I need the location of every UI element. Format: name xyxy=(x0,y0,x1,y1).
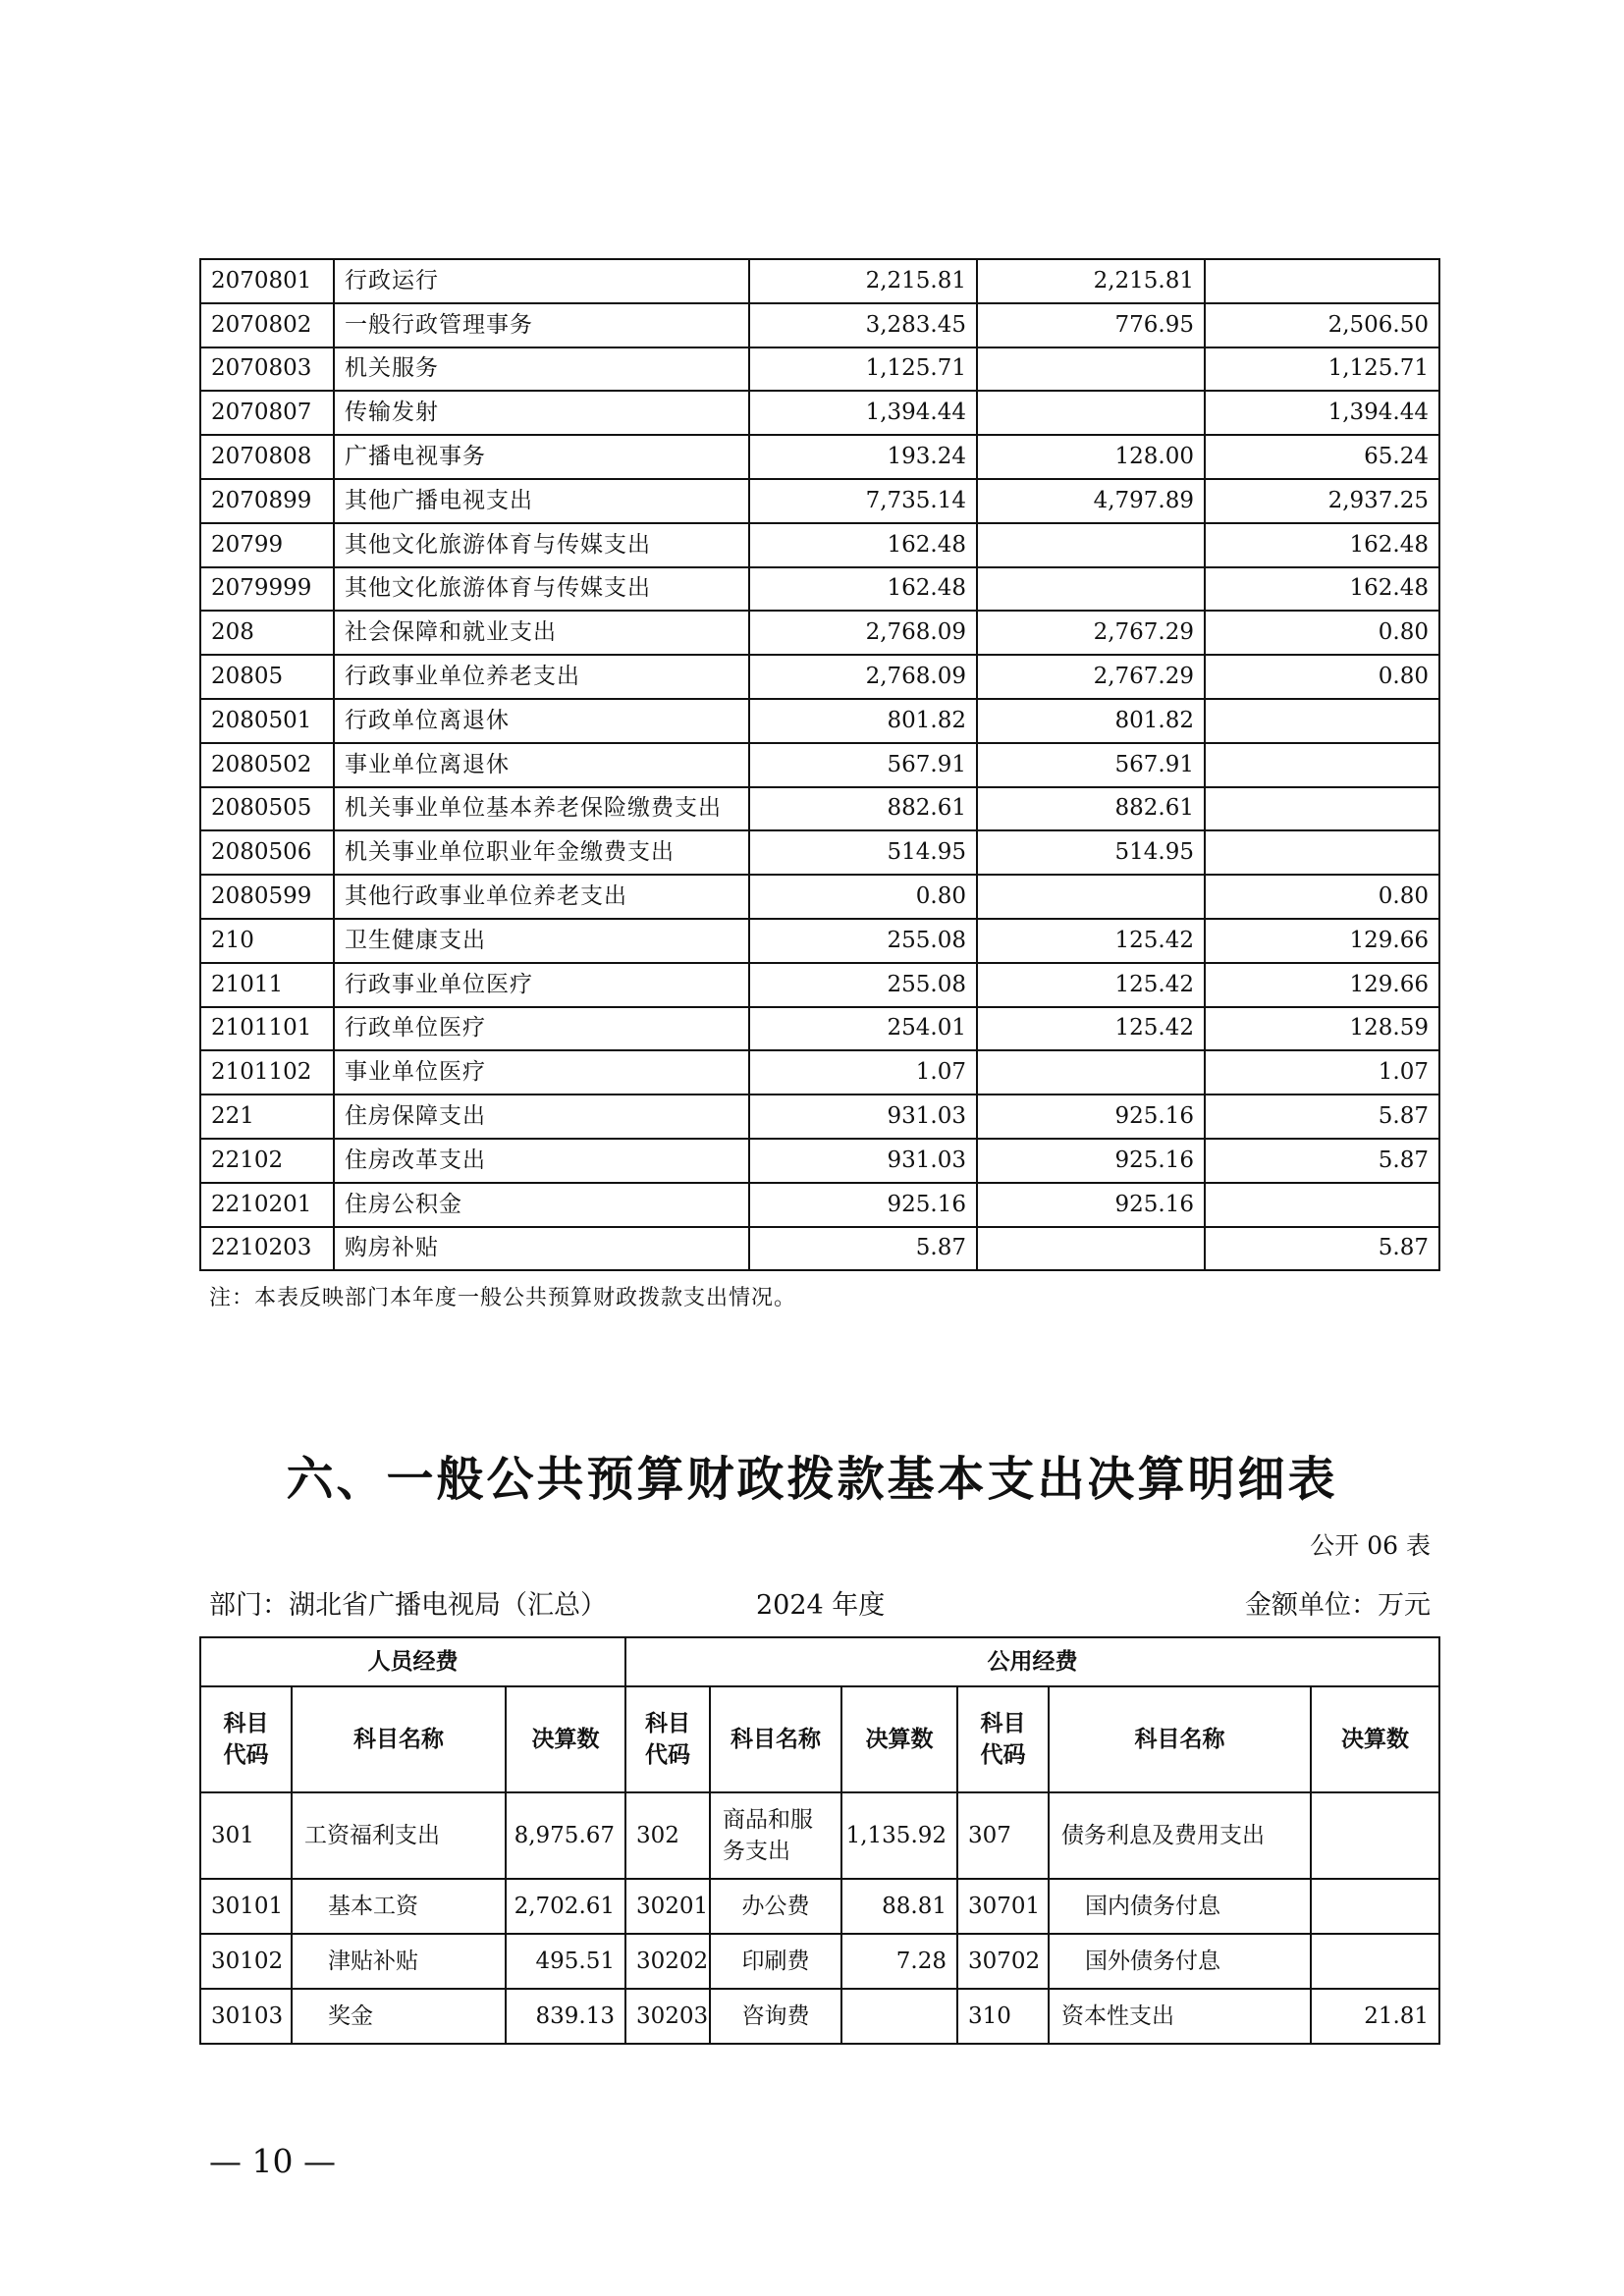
basic-cell xyxy=(977,523,1205,567)
basic-cell xyxy=(977,1050,1205,1095)
basic-cell: 514.95 xyxy=(977,830,1205,875)
table-row xyxy=(200,1095,1439,1139)
basic-cell: 776.95 xyxy=(977,303,1205,347)
name-cell: 机关事业单位职业年金缴费支出 xyxy=(334,830,749,875)
name-cell: 基本工资 xyxy=(292,1879,506,1934)
header-name: 科目名称 xyxy=(710,1686,841,1792)
total-cell: 0.80 xyxy=(749,875,977,919)
header-amount: 决算数 xyxy=(1311,1686,1439,1792)
code-cell: 30103 xyxy=(200,1989,292,2044)
table-row xyxy=(200,611,1439,655)
header-name: 科目名称 xyxy=(1049,1686,1311,1792)
name-cell: 行政单位离退休 xyxy=(334,699,749,743)
name-cell: 资本性支出 xyxy=(1049,1989,1311,2044)
header-code: 科目 代码 xyxy=(957,1686,1049,1792)
basic-cell: 801.82 xyxy=(977,699,1205,743)
code-cell: 2070808 xyxy=(200,435,334,479)
table-row xyxy=(200,391,1439,435)
basic-cell: 125.42 xyxy=(977,963,1205,1007)
total-cell: 193.24 xyxy=(749,435,977,479)
name-cell: 住房保障支出 xyxy=(334,1095,749,1139)
project-cell xyxy=(1205,787,1439,831)
name-cell: 办公费 xyxy=(710,1879,841,1934)
total-cell: 162.48 xyxy=(749,567,977,612)
project-cell: 128.59 xyxy=(1205,1007,1439,1051)
group-header-personnel: 人员经费 xyxy=(200,1637,625,1686)
total-cell: 7,735.14 xyxy=(749,479,977,523)
name-cell: 债务利息及费用支出 xyxy=(1049,1792,1311,1879)
code-cell: 2070802 xyxy=(200,303,334,347)
name-cell: 购房补贴 xyxy=(334,1227,749,1271)
group-header-public: 公用经费 xyxy=(625,1637,1439,1686)
code-cell: 210 xyxy=(200,919,334,963)
table-row xyxy=(200,1007,1439,1051)
code-cell: 21011 xyxy=(200,963,334,1007)
total-cell: 2,768.09 xyxy=(749,611,977,655)
basic-cell: 2,767.29 xyxy=(977,611,1205,655)
table-row xyxy=(200,479,1439,523)
table-number: 公开 06 表 xyxy=(1310,1531,1431,1560)
section-title: 六、一般公共预算财政拨款基本支出决算明细表 xyxy=(286,1452,1338,1507)
amount-cell: 8,975.67 xyxy=(506,1792,625,1879)
total-cell: 514.95 xyxy=(749,830,977,875)
name-cell: 国外债务付息 xyxy=(1049,1934,1311,1989)
table-row xyxy=(200,567,1439,612)
table-row xyxy=(200,1792,1439,1879)
project-cell: 0.80 xyxy=(1205,611,1439,655)
code-cell: 302 xyxy=(625,1792,710,1879)
table-row xyxy=(200,1989,1439,2044)
code-cell: 310 xyxy=(957,1989,1049,2044)
total-cell: 1,394.44 xyxy=(749,391,977,435)
project-cell: 0.80 xyxy=(1205,655,1439,699)
project-cell: 2,506.50 xyxy=(1205,303,1439,347)
code-cell: 20799 xyxy=(200,523,334,567)
name-cell: 行政单位医疗 xyxy=(334,1007,749,1051)
basic-cell xyxy=(977,347,1205,392)
amount-unit: 金额单位：万元 xyxy=(1245,1590,1431,1621)
name-cell: 卫生健康支出 xyxy=(334,919,749,963)
code-cell: 2080502 xyxy=(200,743,334,787)
basic-cell: 2,215.81 xyxy=(977,259,1205,303)
project-cell: 1,125.71 xyxy=(1205,347,1439,392)
code-cell: 301 xyxy=(200,1792,292,1879)
total-cell: 931.03 xyxy=(749,1139,977,1183)
name-cell: 咨询费 xyxy=(710,1989,841,2044)
total-cell: 567.91 xyxy=(749,743,977,787)
table-row xyxy=(200,303,1439,347)
code-cell: 2080505 xyxy=(200,787,334,831)
code-cell: 30202 xyxy=(625,1934,710,1989)
code-cell: 2070807 xyxy=(200,391,334,435)
name-cell: 行政事业单位医疗 xyxy=(334,963,749,1007)
code-cell: 2080506 xyxy=(200,830,334,875)
name-cell: 商品和服 务支出 xyxy=(710,1792,841,1879)
table-row xyxy=(200,787,1439,831)
amount-cell: 839.13 xyxy=(506,1989,625,2044)
total-cell: 254.01 xyxy=(749,1007,977,1051)
name-cell: 其他文化旅游体育与传媒支出 xyxy=(334,567,749,612)
project-cell xyxy=(1205,1183,1439,1227)
code-cell: 307 xyxy=(957,1792,1049,1879)
name-cell: 奖金 xyxy=(292,1989,506,2044)
name-cell: 住房改革支出 xyxy=(334,1139,749,1183)
name-cell: 其他行政事业单位养老支出 xyxy=(334,875,749,919)
header-name: 科目名称 xyxy=(292,1686,506,1792)
total-cell: 925.16 xyxy=(749,1183,977,1227)
table-row xyxy=(200,435,1439,479)
total-cell: 931.03 xyxy=(749,1095,977,1139)
basic-cell: 125.42 xyxy=(977,919,1205,963)
basic-cell: 2,767.29 xyxy=(977,655,1205,699)
amount-cell: 2,702.61 xyxy=(506,1879,625,1934)
code-cell: 2080501 xyxy=(200,699,334,743)
fiscal-year: 2024 年度 xyxy=(756,1590,886,1621)
name-cell: 工资福利支出 xyxy=(292,1792,506,1879)
project-cell: 65.24 xyxy=(1205,435,1439,479)
basic-cell: 882.61 xyxy=(977,787,1205,831)
total-cell: 5.87 xyxy=(749,1227,977,1271)
code-cell: 208 xyxy=(200,611,334,655)
table-row xyxy=(200,1879,1439,1934)
total-cell: 2,215.81 xyxy=(749,259,977,303)
name-cell: 津贴补贴 xyxy=(292,1934,506,1989)
header-code: 科目 代码 xyxy=(625,1686,710,1792)
basic-cell: 925.16 xyxy=(977,1095,1205,1139)
amount-cell xyxy=(1311,1792,1439,1879)
project-cell xyxy=(1205,743,1439,787)
table-row xyxy=(200,1183,1439,1227)
amount-cell xyxy=(1311,1879,1439,1934)
total-cell: 882.61 xyxy=(749,787,977,831)
table-row xyxy=(200,1227,1439,1271)
code-cell: 2080599 xyxy=(200,875,334,919)
total-cell: 801.82 xyxy=(749,699,977,743)
header-amount: 决算数 xyxy=(841,1686,957,1792)
name-cell: 传输发射 xyxy=(334,391,749,435)
code-cell: 221 xyxy=(200,1095,334,1139)
name-cell: 一般行政管理事务 xyxy=(334,303,749,347)
project-cell: 5.87 xyxy=(1205,1227,1439,1271)
project-cell: 129.66 xyxy=(1205,963,1439,1007)
name-cell: 行政事业单位养老支出 xyxy=(334,655,749,699)
amount-cell: 1,135.92 xyxy=(841,1792,957,1879)
name-cell: 社会保障和就业支出 xyxy=(334,611,749,655)
basic-cell xyxy=(977,391,1205,435)
header-code: 科目 代码 xyxy=(200,1686,292,1792)
total-cell: 2,768.09 xyxy=(749,655,977,699)
code-cell: 30203 xyxy=(625,1989,710,2044)
expenditure-by-function-table xyxy=(199,258,1440,1271)
name-cell: 机关事业单位基本养老保险缴费支出 xyxy=(334,787,749,831)
project-cell xyxy=(1205,699,1439,743)
total-cell: 162.48 xyxy=(749,523,977,567)
basic-expenditure-detail-table xyxy=(199,1636,1440,2045)
code-cell: 20805 xyxy=(200,655,334,699)
project-cell xyxy=(1205,830,1439,875)
name-cell: 广播电视事务 xyxy=(334,435,749,479)
total-cell: 255.08 xyxy=(749,963,977,1007)
project-cell: 1,394.44 xyxy=(1205,391,1439,435)
basic-cell: 567.91 xyxy=(977,743,1205,787)
basic-cell xyxy=(977,875,1205,919)
total-cell: 1.07 xyxy=(749,1050,977,1095)
amount-cell: 88.81 xyxy=(841,1879,957,1934)
amount-cell: 21.81 xyxy=(1311,1989,1439,2044)
code-cell: 2079999 xyxy=(200,567,334,612)
code-cell: 2101101 xyxy=(200,1007,334,1051)
name-cell: 其他广播电视支出 xyxy=(334,479,749,523)
name-cell: 国内债务付息 xyxy=(1049,1879,1311,1934)
code-cell: 2070803 xyxy=(200,347,334,392)
project-cell: 2,937.25 xyxy=(1205,479,1439,523)
amount-cell xyxy=(1311,1934,1439,1989)
project-cell: 5.87 xyxy=(1205,1095,1439,1139)
project-cell xyxy=(1205,259,1439,303)
name-cell: 事业单位离退休 xyxy=(334,743,749,787)
table-row xyxy=(200,743,1439,787)
code-cell: 2101102 xyxy=(200,1050,334,1095)
name-cell: 事业单位医疗 xyxy=(334,1050,749,1095)
basic-cell xyxy=(977,1227,1205,1271)
basic-cell: 4,797.89 xyxy=(977,479,1205,523)
basic-cell: 128.00 xyxy=(977,435,1205,479)
header-amount: 决算数 xyxy=(506,1686,625,1792)
code-cell: 30101 xyxy=(200,1879,292,1934)
name-cell: 其他文化旅游体育与传媒支出 xyxy=(334,523,749,567)
project-cell: 1.07 xyxy=(1205,1050,1439,1095)
table-row xyxy=(200,830,1439,875)
table-row xyxy=(200,1050,1439,1095)
code-cell: 30702 xyxy=(957,1934,1049,1989)
table-row xyxy=(200,655,1439,699)
project-cell: 162.48 xyxy=(1205,523,1439,567)
basic-cell: 925.16 xyxy=(977,1139,1205,1183)
amount-cell xyxy=(841,1989,957,2044)
basic-cell: 125.42 xyxy=(977,1007,1205,1051)
table-row xyxy=(200,259,1439,303)
table-row xyxy=(200,1934,1439,1989)
project-cell: 162.48 xyxy=(1205,567,1439,612)
table-row xyxy=(200,1139,1439,1183)
code-cell: 30201 xyxy=(625,1879,710,1934)
total-cell: 1,125.71 xyxy=(749,347,977,392)
name-cell: 机关服务 xyxy=(334,347,749,392)
code-cell: 2070801 xyxy=(200,259,334,303)
table-row xyxy=(200,523,1439,567)
table-row xyxy=(200,347,1439,392)
name-cell: 印刷费 xyxy=(710,1934,841,1989)
basic-cell: 925.16 xyxy=(977,1183,1205,1227)
total-cell: 3,283.45 xyxy=(749,303,977,347)
name-cell: 行政运行 xyxy=(334,259,749,303)
code-cell: 2210201 xyxy=(200,1183,334,1227)
basic-cell xyxy=(977,567,1205,612)
project-cell: 129.66 xyxy=(1205,919,1439,963)
code-cell: 2210203 xyxy=(200,1227,334,1271)
table-row xyxy=(200,875,1439,919)
code-cell: 30701 xyxy=(957,1879,1049,1934)
code-cell: 30102 xyxy=(200,1934,292,1989)
code-cell: 22102 xyxy=(200,1139,334,1183)
name-cell: 住房公积金 xyxy=(334,1183,749,1227)
page-number: — 10 — xyxy=(209,2142,336,2180)
table-row xyxy=(200,963,1439,1007)
table-row xyxy=(200,699,1439,743)
project-cell: 0.80 xyxy=(1205,875,1439,919)
table-note: 注：本表反映部门本年度一般公共预算财政拨款支出情况。 xyxy=(209,1286,797,1310)
department-label: 部门：湖北省广播电视局（汇总） xyxy=(209,1590,607,1621)
total-cell: 255.08 xyxy=(749,919,977,963)
amount-cell: 7.28 xyxy=(841,1934,957,1989)
table-row xyxy=(200,919,1439,963)
project-cell: 5.87 xyxy=(1205,1139,1439,1183)
amount-cell: 495.51 xyxy=(506,1934,625,1989)
code-cell: 2070899 xyxy=(200,479,334,523)
